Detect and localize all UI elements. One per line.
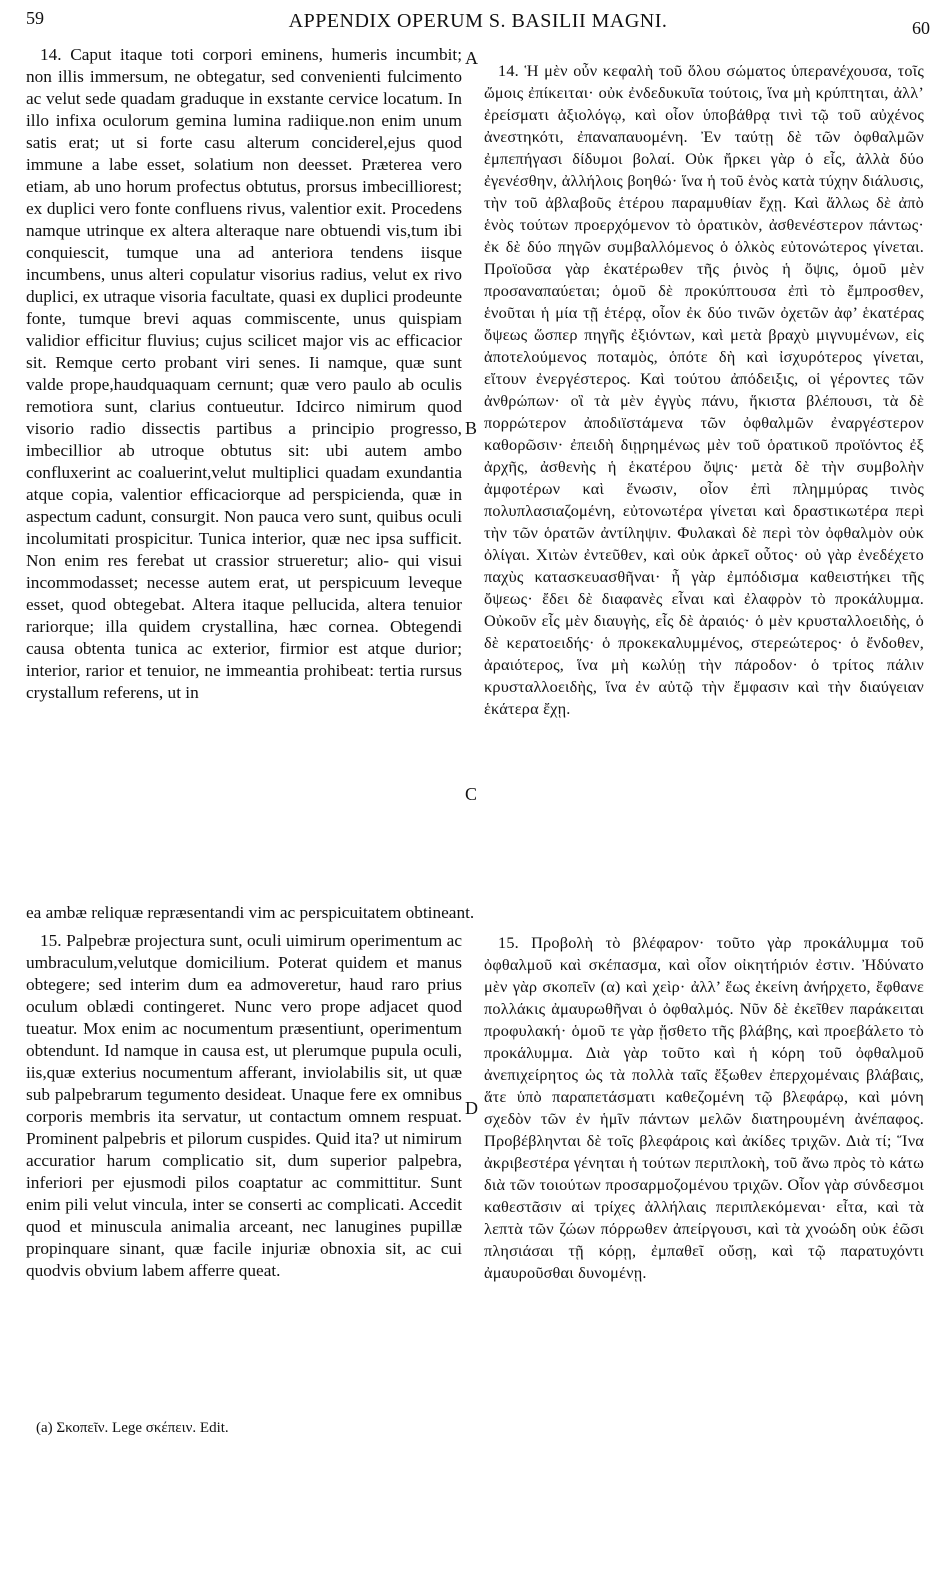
greek-column-section-15 <box>484 932 924 1284</box>
page-number-left: 59 <box>26 8 44 28</box>
latin-column-section-14 <box>26 44 462 704</box>
greek-paragraph-14: 14. Ἡ μὲν οὖν κεφαλὴ τοῦ ὅλου σώματος ὑπερανέχουσα, τοῖς ὤμοις ἐπίκειται· οὐκ ἐνδεδυκυῖα τούτοις, ἵνα μὴ κρύπτηται, ἀλλ’ ἐρείσματι ἀξιολόγῳ, καὶ οἷον ὑποβάθρᾳ τινὶ τῷ τοῦ αὐχένος ἀνεστηκότι, ἐπαναπαυομένη. Ἐν ταύτῃ δὲ τῶν ὀφθαλμῶν ἐμπεπήγασι δίδυμοι βολαί. Οὐκ ἤρκει γὰρ ὁ εἷς, ἀλλὰ δύο ἐγενέσθην, ἀλλήλοις βοηθώ· ἵνα ἡ τοῦ ἑνὸς κατὰ τύχην διάλυσις, τὴν τοῦ ἀβλαβοῦς ἑτέρου παραμυθίαν ἔχῃ. Καὶ ἄλλως δὲ ἀπὸ ἑνὸς τούτων προερχόμενον τὸ ὁρατικὸν, ἀσθενέστερον πάντως· ἐκ δὲ δύο πηγῶν συμβαλλόμενος ὁ ὁλκὸς εὐτονώτερος γίνεται. Προϊοῦσα γὰρ ἑκατέρωθεν τῆς ῥινὸς ἡ ὄψις, ὁμοῦ μὲν προσαναπαύεται; ὁμοῦ δὲ προκύπτουσα ἐπὶ τὸ ἔμπροσθεν, ἑνοῦται ἡ μία τῇ ἑτέρᾳ, οἷον ἐκ δύο τινῶν ὀχετῶν ἀφ’ ἑκατέρας ὄψεως ὥσπερ πηγῆς ἐξιόντων, καὶ μετὰ βραχὺ μιγνυμένων, εἰς ἀποτελούμενος ποταμὸς, ὁπότε δὴ καὶ ἰσχυρότερος γίνεται, εἴτουν ἐνεργέστερος. Καὶ τούτου ἀπόδειξις, οἱ γέροντες τῶν ἀνθρώπων· οἳ τὰ μὲν ἐγγὺς πάνυ, ἥκιστα βλέπουσι, τὰ δὲ πορρώτερον ἀποδιϊστάμενα τῶν ὀφθαλμῶν ἐναργέστερον καθορῶσιν· ἐπειδὴ διῃρημένως μὲν τοῦ ὁρατικοῦ προϊόντος ἐξ ἀρχῆς, ἀσθενὴς ἡ ἑκατέρου ὄψις· μετὰ δὲ τὴν συμβολὴν ἀμφοτέρων καὶ ἕνωσιν, οἷον ἐπὶ πλημμύρας τινὸς πολυπλασιαζομένη, εὐτονωτέρα γίνεται καὶ δραστικωτέρα περὶ τὴν τῶν ὁρατῶν ἀντίληψιν. Φυλακαὶ δὲ περὶ τὸν ὀφθαλμὸν οὐκ ὀλίγαι. Χιτὼν ἐντεῦθεν, καὶ οὐκ ἀρκεῖ οὗτος· οὐ γὰρ ἐνεδέχετο παχὺς κατασκευασθῆναι· ἦ γὰρ ἐμπόδισμα καθειστήκει τῆς ὄψεως· ἔδει δὲ διαφανὲς εἶναι καὶ ἐλαφρὸν τὸ προκάλυμμα. Οὐκοῦν εἷς μὲν διαυγὴς, εἷς δὲ ἀραιός· ὁ μὲν κρυσταλλοειδὴς, ὁ δὲ κερατοειδής· ὁ προκεκαλυμμένος, στερεώτερος· ὁ ἔνδοθεν, ἀραιότερος, ἵνα μὴ κωλύῃ τὴν πάροδον· ὁ τρίτος πάλιν κρυσταλλοειδὴς, ἵνα ἐν αὐτῷ τὴν ἔμφασιν καὶ τὴν διαύγειαν ἑκάτερα ἔχῃ. <box>484 61 924 718</box>
margin-marker-d: D <box>465 1098 478 1118</box>
margin-marker-c: C <box>465 784 478 804</box>
margin-marker-a: A <box>465 48 478 68</box>
latin-paragraph-14: 14. Caput itaque toti corpori eminens, humeris incumbit; non illis immersum, ne obtegatur, sed convenienti fulcimento ac velut sede quadam graduque in exstante cervice locatum. In illo infixa oculorum gemina lumina radiique.non enim unum satis erat; ut si forte casu alterum conciderel,ejus quod immune a labe esset, solatium non deesset. Præterea vero etiam, ab uno horum profectus obtutus, prorsus imbecilliorest; ex duplici vero fonte confluens rivus, valentior exit. Procedens namque utrinque ex altera alteraque nare obtuendi vis,tum ibi conquiescit, tumque una ad anteriora tendens iisque incumbens, unus alteri copulatur visorius radius, velut ex rivo duplici, ex utraque visoria facultate, quasi ex duplici prodeunte fonte, tumque brevi aquas commiscente, unus quispiam validior efficitur fluvius; cujus scilicet major vis ac efficacior sit. Remque certo probant viri senes. Ii namque, quæ sunt valde prope,haudquaquam cernunt; quæ vero paulo ab oculis remotiora sunt, clarius contueutur. Idcirco nimirum quod visorio radio dissectis partibus a principio progresso, imbecillior ab utroque obtutus sit: ubi autem ambo confluxerint ac coaluerint,velut multiplici quadam exundantia atque copia, valentior efficaciorque ad perspicienda, quæ in aspectum cadunt, consurgit. Non pauca vero sunt, quibus oculi incolumitati prospicitur. Tunica interior, quæ nec ipsa sufficit. Non enim res ferebat ut crassior strueretur; alio- qui visui incommodasset; necesse autem erat, ut perspicuum leveque esset, quod obtegebat. Altera itaque pellucida, altera tenuior rariorque; illa quidem crystallina, hæc cornea. Obtegendi causa obtenta tunica ac exterior, firmior est atque durior; interior, rarior et tenuior, ne immeantia prohibeat: tertia rursus crystallum referens, ut in <box>26 45 462 702</box>
latin-column-section-15 <box>26 930 462 1282</box>
latin-paragraph-15: 15. Palpebræ projectura sunt, oculi uimirum operimentum ac umbraculum,velutque domicilium. Poterat quidem et manus obtegere; sed interim dum ea admoveretur, haud raro prius oculum oblædi contingeret. Nunc vero prope adjacet quod tueatur. Mox enim ac nocumentum præsentiunt, operimentum obtendunt. Id namque in causa est, ut plerumque pupula oculi, iis,quæ exterius nocumentum afferant, inviolabilis sit, ut quæ sub palpebrarum tegumento desideat. Unaque fere ex omnibus corporis membris ita servatur, ut contactum omnem respuat. Prominent palpebris et pilorum cuspides. Quid ita? ut nimirum accuratior harum complicatio sit, dum superior palpebra, inferiori per ejusmodi pilos coaptatur ac committitur. Sunt enim pili velut vincula, inter se conserti ac complicati. Accedit quod et minuscula animalia arceant, nec lanugines pupillæ propinquare sinant, quæ facile injuriæ obnoxia sit, ac cui quodvis obvium labem afferre queat. <box>26 931 462 1280</box>
running-title: APPENDIX OPERUM S. BASILII MAGNI. <box>288 10 668 32</box>
footnote: (a) Σκοπεῖν. Lege σκέπειν. Edit. <box>36 1420 229 1436</box>
page-header <box>26 4 930 38</box>
latin-spanning-line: ea ambæ reliquæ repræsentandi vim ac perspicuitatem obtineant. <box>26 903 475 922</box>
greek-paragraph-15: 15. Προβολὴ τὸ βλέφαρον· τοῦτο γὰρ προκάλυμμα τοῦ ὀφθαλμοῦ καὶ σκέπασμα, καὶ οἷον οἰκητήριόν ἐστιν. Ἠδύνατο μὲν γὰρ σκοπεῖν (α) καὶ χεὶρ· ἀλλ’ ἕως ἐκείνη ἀνήρχετο, ἔφθανε πολλάκις ἀμαυρωθῆναι ὁ ὀφθαλμός. Νῦν δὲ ἐκεῖθεν παράκειται προφυλακή· ὁμοῦ τε γὰρ ᾔσθετο τῆς βλάβης, καὶ προεβάλετο τὸ προκάλυμμα. Διὰ γὰρ τοῦτο καὶ ἡ κόρη τοῦ ὀφθαλμοῦ ἀνεπιχείρητος ὡς τὰ πολλὰ ταῖς ἔξωθεν ἐπερχομέναις βλάβαις, ἅτε ὑπὸ παραπετάσματι καθεζομένη τῷ βλεφάρῳ, καὶ μόνη σχεδὸν τῶν ἐν ἡμῖν πάντων μελῶν διατηρουμένη ἀνέπαφος. Προβέβληνται δὲ τοῖς βλεφάροις καὶ ἀκίδες τριχῶν. Διὰ τί; Ἵνα ἀκριβεστέρα γένηται ἡ τούτων περιπλοκὴ, τοῦ ἄνω πρὸς τὸ κάτω διὰ τῶν τοιούτων προσαρμοζομένου τριχῶν. Οἷον γὰρ σύνδεσμοι καθεστᾶσιν αἱ τρίχες ἀλλήλαις περιπλεκόμεναι· εἶτα, καὶ τὰ λεπτὰ τῶν ζώων πόρρωθεν ἀπείργουσι, καὶ τὰ χνοώδη οὐκ ἐῶσι πλησιάσαι τῇ κόρῃ, ἐμπαθεῖ οὔσῃ, καὶ τῷ παρατυχόντι ἀμαυροῦσθαι δυνομένῃ. <box>484 933 924 1282</box>
greek-column-section-14 <box>484 60 924 720</box>
page-number-right: 60 <box>912 18 930 38</box>
margin-marker-b: B <box>465 418 478 438</box>
